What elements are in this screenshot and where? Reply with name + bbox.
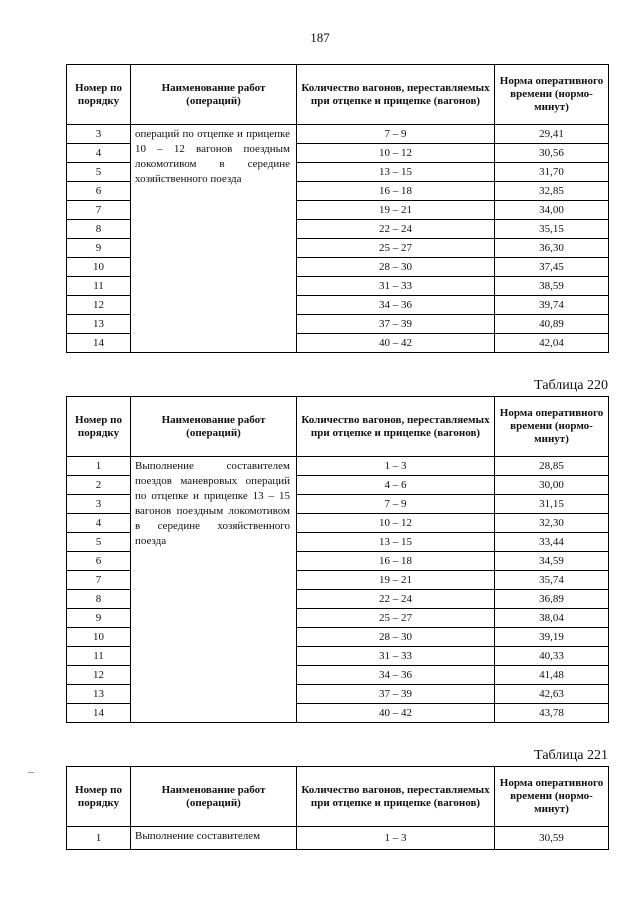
- wagon-count-cell: 22 – 24: [297, 220, 495, 239]
- table-221: [66, 766, 609, 850]
- wagon-count-cell: 34 – 36: [297, 296, 495, 315]
- row-number-cell: 8: [67, 220, 131, 239]
- wagon-count-cell: 1 – 3: [297, 827, 495, 850]
- row-number-cell: 5: [67, 163, 131, 182]
- table-row: [67, 827, 609, 850]
- norm-time-cell: 40,33: [495, 647, 609, 666]
- header-count: Количество вагонов, переставляемых при отцепке и прицепке (вагонов): [297, 767, 495, 827]
- row-number-cell: 7: [67, 571, 131, 590]
- norm-time-cell: 40,89: [495, 315, 609, 334]
- wagon-count-cell: 37 – 39: [297, 685, 495, 704]
- header-num: Номер по порядку: [67, 65, 131, 125]
- wagon-count-cell: 31 – 33: [297, 647, 495, 666]
- wagon-count-cell: 25 – 27: [297, 239, 495, 258]
- row-number-cell: 11: [67, 647, 131, 666]
- table-row: [67, 125, 609, 144]
- header-count: Количество вагонов, переставляемых при отцепке и прицепке (вагонов): [297, 65, 495, 125]
- wagon-count-cell: 1 – 3: [297, 457, 495, 476]
- wagon-count-cell: 13 – 15: [297, 533, 495, 552]
- row-number-cell: 10: [67, 258, 131, 277]
- wagon-count-cell: 34 – 36: [297, 666, 495, 685]
- norm-time-cell: 39,19: [495, 628, 609, 647]
- row-number-cell: 12: [67, 296, 131, 315]
- table-220: [66, 396, 609, 723]
- wagon-count-cell: 7 – 9: [297, 125, 495, 144]
- norm-time-cell: 30,56: [495, 144, 609, 163]
- wagon-count-cell: 13 – 15: [297, 163, 495, 182]
- table-221-caption: Таблица 221: [534, 748, 608, 763]
- operation-description-cell: Выполнение составителем: [131, 827, 297, 850]
- table-top: [66, 64, 609, 353]
- table-header-row: [67, 767, 609, 827]
- norm-time-cell: 29,41: [495, 125, 609, 144]
- norm-time-cell: 32,85: [495, 182, 609, 201]
- wagon-count-cell: 40 – 42: [297, 334, 495, 353]
- table-header-row: [67, 397, 609, 457]
- row-number-cell: 6: [67, 552, 131, 571]
- wagon-count-cell: 4 – 6: [297, 476, 495, 495]
- norm-time-cell: 38,04: [495, 609, 609, 628]
- row-number-cell: 10: [67, 628, 131, 647]
- row-number-cell: 14: [67, 334, 131, 353]
- row-number-cell: 1: [67, 827, 131, 850]
- table-row: [67, 457, 609, 476]
- norm-time-cell: 39,74: [495, 296, 609, 315]
- row-number-cell: 12: [67, 666, 131, 685]
- header-name: Наименование работ (операций): [131, 65, 297, 125]
- header-norm: Норма оперативного времени (нормо-минут): [495, 397, 609, 457]
- norm-time-cell: 42,04: [495, 334, 609, 353]
- row-number-cell: 11: [67, 277, 131, 296]
- wagon-count-cell: 37 – 39: [297, 315, 495, 334]
- norm-time-cell: 38,59: [495, 277, 609, 296]
- table-header-row: [67, 65, 609, 125]
- row-number-cell: 5: [67, 533, 131, 552]
- norm-time-cell: 41,48: [495, 666, 609, 685]
- norm-time-cell: 35,74: [495, 571, 609, 590]
- row-number-cell: 4: [67, 144, 131, 163]
- row-number-cell: 9: [67, 239, 131, 258]
- norm-time-cell: 28,85: [495, 457, 609, 476]
- operation-description-cell: операций по отцепке и прицепке 10 – 12 вагонов поездным локомотивом в середине хозяйственного поезда: [131, 125, 297, 353]
- margin-mark: [28, 772, 34, 773]
- header-norm: Норма оперативного времени (нормо-минут): [495, 65, 609, 125]
- wagon-count-cell: 10 – 12: [297, 144, 495, 163]
- page-number: 187: [310, 30, 330, 45]
- wagon-count-cell: 28 – 30: [297, 628, 495, 647]
- wagon-count-cell: 10 – 12: [297, 514, 495, 533]
- header-name: Наименование работ (операций): [131, 767, 297, 827]
- row-number-cell: 1: [67, 457, 131, 476]
- header-norm: Норма оперативного времени (нормо-минут): [495, 767, 609, 827]
- norm-time-cell: 30,00: [495, 476, 609, 495]
- norm-time-cell: 36,89: [495, 590, 609, 609]
- row-number-cell: 2: [67, 476, 131, 495]
- row-number-cell: 3: [67, 125, 131, 144]
- norm-time-cell: 34,59: [495, 552, 609, 571]
- norm-time-cell: 34,00: [495, 201, 609, 220]
- wagon-count-cell: 16 – 18: [297, 182, 495, 201]
- row-number-cell: 8: [67, 590, 131, 609]
- wagon-count-cell: 19 – 21: [297, 571, 495, 590]
- norm-time-cell: 31,15: [495, 495, 609, 514]
- header-count: Количество вагонов, переставляемых при отцепке и прицепке (вагонов): [297, 397, 495, 457]
- norm-time-cell: 42,63: [495, 685, 609, 704]
- row-number-cell: 6: [67, 182, 131, 201]
- norm-time-cell: 43,78: [495, 704, 609, 723]
- norm-time-cell: 35,15: [495, 220, 609, 239]
- row-number-cell: 13: [67, 315, 131, 334]
- header-name: Наименование работ (операций): [131, 397, 297, 457]
- wagon-count-cell: 19 – 21: [297, 201, 495, 220]
- wagon-count-cell: 22 – 24: [297, 590, 495, 609]
- wagon-count-cell: 31 – 33: [297, 277, 495, 296]
- norm-time-cell: 31,70: [495, 163, 609, 182]
- wagon-count-cell: 16 – 18: [297, 552, 495, 571]
- row-number-cell: 7: [67, 201, 131, 220]
- operation-description-cell: Выполнение составителем поездов маневровых операций по отцепке и прицепке 13 – 15 вагонов поездным локомотивом в середине хозяйственного поезда: [131, 457, 297, 723]
- wagon-count-cell: 40 – 42: [297, 704, 495, 723]
- norm-time-cell: 32,30: [495, 514, 609, 533]
- row-number-cell: 13: [67, 685, 131, 704]
- wagon-count-cell: 25 – 27: [297, 609, 495, 628]
- row-number-cell: 4: [67, 514, 131, 533]
- row-number-cell: 9: [67, 609, 131, 628]
- table-220-caption: Таблица 220: [534, 378, 608, 393]
- norm-time-cell: 33,44: [495, 533, 609, 552]
- wagon-count-cell: 28 – 30: [297, 258, 495, 277]
- row-number-cell: 3: [67, 495, 131, 514]
- wagon-count-cell: 7 – 9: [297, 495, 495, 514]
- row-number-cell: 14: [67, 704, 131, 723]
- header-num: Номер по порядку: [67, 397, 131, 457]
- norm-time-cell: 37,45: [495, 258, 609, 277]
- header-num: Номер по порядку: [67, 767, 131, 827]
- norm-time-cell: 36,30: [495, 239, 609, 258]
- norm-time-cell: 30,59: [495, 827, 609, 850]
